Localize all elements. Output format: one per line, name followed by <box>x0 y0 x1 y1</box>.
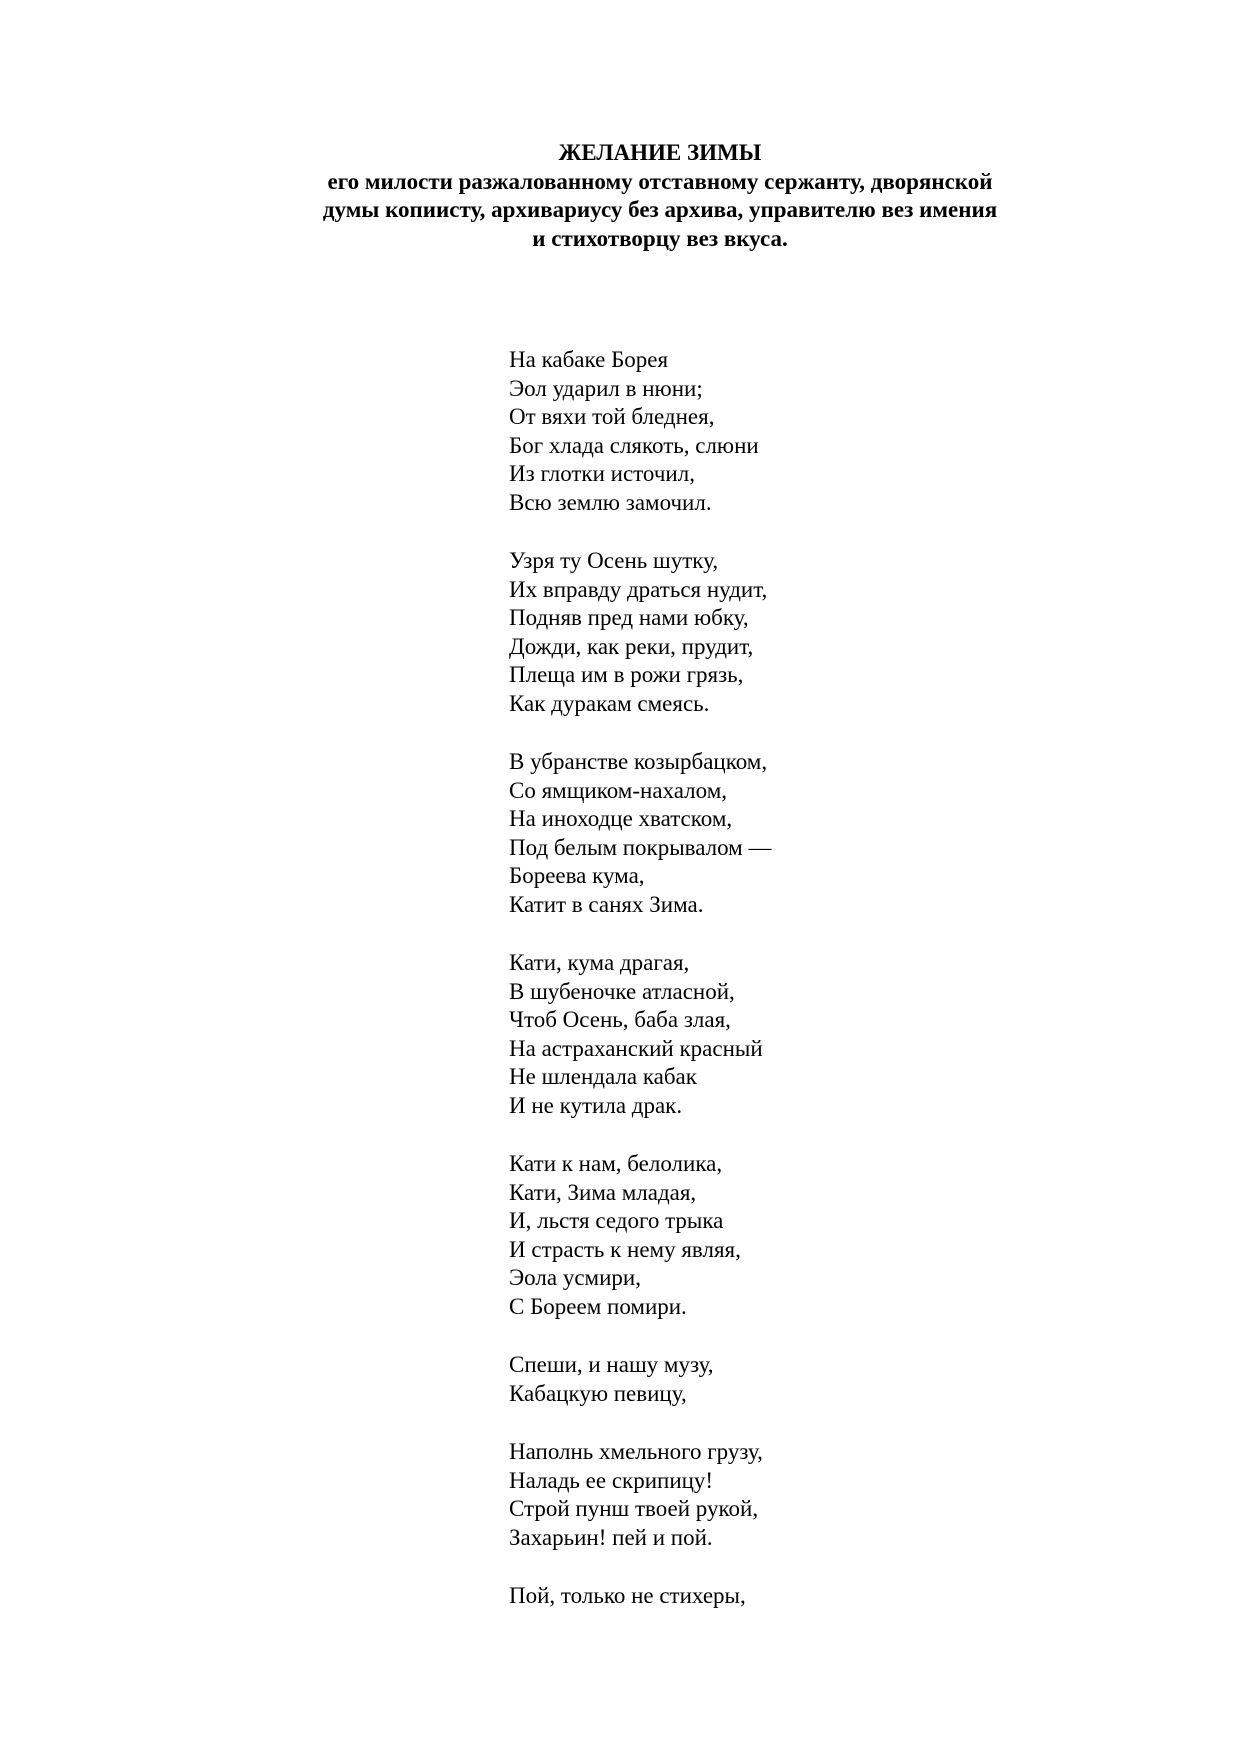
poem-line: Со ямщиком-нахалом, <box>509 777 727 803</box>
poem-line: С Бореем помири. <box>509 1293 687 1319</box>
poem-line: Кати к нам, белолика, <box>509 1151 723 1176</box>
stanza <box>509 346 772 517</box>
poem-line: На иноходце хватском, <box>509 806 733 831</box>
stanza <box>509 1150 772 1321</box>
poem-line: Кати, Зима младая, <box>509 1179 697 1205</box>
poem-line: Строй пунш твоей рукой, <box>509 1496 759 1521</box>
poem-line: И страсть к нему являя, <box>509 1236 741 1262</box>
poem-line: Дожди, как реки, прудит, <box>509 633 754 659</box>
stanza <box>509 547 772 718</box>
poem-line: Узря ту Осень шутку, <box>509 548 719 573</box>
poem-line: Как дуракам смеясь. <box>509 690 710 716</box>
dedication-line: думы копиисту, архивариусу без архива, управителю вез имения <box>322 197 998 222</box>
poem-line: Спеши, и нашу музу, <box>509 1352 714 1377</box>
poem-line: В шубеночке атласной, <box>509 978 735 1004</box>
poem-line: Захарьин! пей и пой. <box>509 1524 713 1550</box>
poem-line: Бореева кума, <box>509 863 645 888</box>
stanza <box>509 1582 772 1611</box>
poem-line: Эола усмири, <box>509 1265 641 1290</box>
dedication-line: его милости разжалованному отставному сержанту, дворянской <box>327 168 993 194</box>
poem-line: Эол ударил в нюни; <box>509 375 703 401</box>
poem-line: Наладь ее скрипицу! <box>509 1467 714 1493</box>
poem-line: Из глотки источил, <box>509 461 695 486</box>
poem-line: Подняв пред нами юбку, <box>509 605 749 630</box>
stanza <box>509 949 772 1120</box>
stanza <box>509 1351 772 1408</box>
poem-line: Их вправду драться нудит, <box>509 576 768 602</box>
poem-line: Чтоб Осень, баба злая, <box>509 1007 731 1032</box>
poem-line: Пой, только не стихеры, <box>509 1583 746 1608</box>
poem-line: От вяхи той бледнея, <box>509 404 715 429</box>
poem-line: Плеща им в рожи грязь, <box>509 662 744 687</box>
poem-line: Катит в санях Зима. <box>509 891 704 917</box>
poem-line: Под белым покрывалом — <box>509 834 772 860</box>
dedication-line: и стихотворцу вез вкуса. <box>532 225 788 251</box>
poem-header <box>0 139 1241 253</box>
poem-line: И не кутила драк. <box>509 1092 683 1118</box>
poem-line: Наполнь хмельного грузу, <box>509 1439 763 1464</box>
poem-line: На кабаке Борея <box>509 347 669 372</box>
poem-line: Кати, кума драгая, <box>509 950 690 975</box>
poem-body <box>509 346 772 1641</box>
poem-line: Всю землю замочил. <box>509 489 712 515</box>
poem-title: ЖЕЛАНИЕ ЗИМЫ <box>558 140 762 165</box>
poem-line: Бог хлада слякоть, слюни <box>509 432 759 458</box>
poem-line: В убранстве козырбацком, <box>509 749 768 774</box>
poem-line: И, льстя седого трыка <box>509 1208 724 1233</box>
poem-line: Не шлендала кабак <box>509 1064 697 1089</box>
stanza <box>509 1438 772 1552</box>
poem-line: На астраханский красный <box>509 1035 763 1061</box>
poem-line: Кабацкую певицу, <box>509 1380 687 1406</box>
stanza <box>509 748 772 919</box>
